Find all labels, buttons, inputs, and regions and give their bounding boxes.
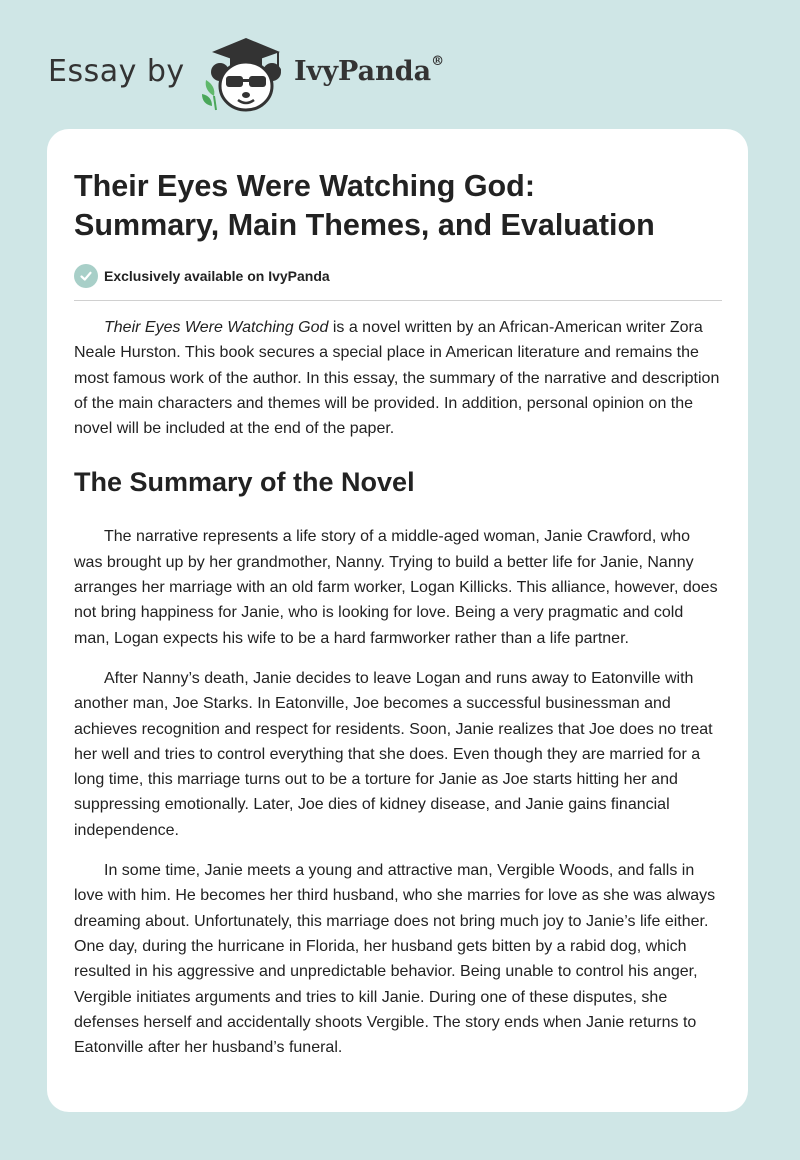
exclusive-label: Exclusively available on IvyPanda — [104, 268, 330, 284]
divider — [74, 300, 722, 301]
intro-text: is a novel written by an African-American writer Zora Neale Hurston. This book secures a special place in American literature and remains the most famous work of the author. In this essay, the summary of the narrative and description of the main characters and themes will be provided. In addition, personal opinion on the novel will be included at the end of the paper. — [74, 319, 720, 438]
novel-title-italic: Their Eyes Were Watching God — [104, 319, 329, 336]
title-line-1: Their Eyes Were Watching God: — [74, 169, 535, 203]
check-icon — [74, 264, 98, 288]
intro-paragraph — [74, 315, 722, 441]
panda-logo-icon[interactable] — [200, 34, 292, 114]
brand-name-text: IvyPanda — [294, 56, 432, 87]
registered-mark: ® — [431, 54, 445, 69]
body-paragraph-3: In some time, Janie meets a young and attractive man, Vergible Woods, and falls in love with him. He becomes her third husband, who she marries for love as she was always dreaming about. Unfortunately, this marriage does not bring much joy to Janie’s life either. One day, during the hurricane in Florida, her husband gets bitten by a rabid dog, which resulted in his aggressive and unpredictable behavior. Being unable to control his anger, Vergible initiates arguments and tries to kill Janie. During one of these disputes, she defenses herself and accidentally shoots Vergible. The story ends when Janie returns to Eatonville after her husband’s funeral. — [74, 862, 716, 1057]
brand-name[interactable] — [294, 56, 444, 87]
title-line-2: Summary, Main Themes, and Evaluation — [74, 208, 655, 242]
body-paragraph-1: The narrative represents a life story of a middle-aged woman, Janie Crawford, who was brought up by her grandmother, Nanny. Trying to build a better life for Janie, Nanny arranges her marriage with an old farm worker, Logan Killicks. This alliance, however, does not bring happiness for Janie, who is looking for love. Being a very pragmatic and cold man, Logan expects his wife to be a hard farmworker rather than a life partner. — [74, 528, 718, 647]
page-title — [74, 167, 722, 245]
brand-prefix: Essay by — [48, 54, 185, 89]
exclusive-badge — [74, 263, 722, 289]
body-paragraph-2: After Nanny’s death, Janie decides to leave Logan and runs away to Eatonville with another man, Joe Starks. In Eatonville, Joe becomes a successful businessman and achieves recognition and respect for residents. Soon, Janie realizes that Joe does no treat her well and tries to control everything that she does. Even though they are married for a long time, this marriage turns out to be a torture for Janie as Joe starts hitting her and suppressing emotionally. Later, Joe dies of kidney disease, and Janie gains financial independence. — [74, 669, 713, 839]
essay-card — [47, 129, 748, 1112]
section-heading: The Summary of the Novel — [74, 467, 415, 498]
site-header — [48, 34, 748, 114]
essay-content — [74, 167, 722, 1075]
